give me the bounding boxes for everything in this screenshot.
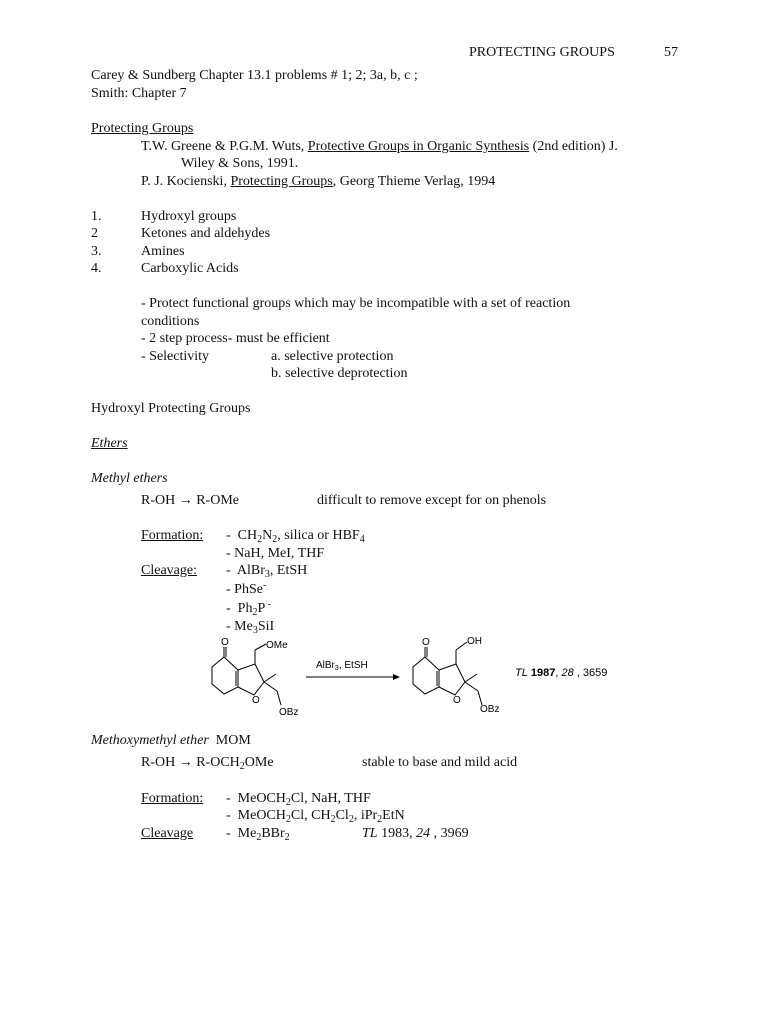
page-number: 57 [664,45,678,60]
mom-reaction: $R-OH \to R-OCH_2OMe$ [141,755,274,772]
mom-heading-text: Methoxymethyl ether [91,733,209,748]
running-header-title: PROTECTING GROUPS [469,45,615,60]
scheme-reference: TL 1987, 28 , 3659 [515,667,608,679]
mom-reaction-right: OMe [244,755,274,770]
pr-obz: OBz [480,704,500,715]
list-item: Hydroxyl groups [141,209,237,224]
cleavage-4-suffix: SiI [257,619,275,634]
mom-ref-year: 1983, [377,826,417,841]
methyl-cleavage-label: Cleavage: [141,563,197,578]
methyl-formation-1: - $CH_2N_2$, silica or $HBF_4$ [226,528,365,545]
greene-citation [141,139,618,155]
mom-formation-2: - MeOCH$_2$Cl, $CH_2Cl_2$, iPr$_2$EtN [226,808,405,825]
mom-formation-1: - MeOCH$_2$Cl, NaH, THF [226,791,371,808]
cleavage-4-text: - Me [226,619,253,634]
list-number: 3. [91,244,102,259]
mom-cleavage-1: - $Me_2BBr_2$ [226,826,290,843]
note-selective-deprotection: b. selective deprotection [271,366,408,381]
methyl-formation-2: - NaH, MeI, THF [226,546,325,561]
mom-heading [91,733,251,749]
list-number: 2 [91,226,98,241]
mom-reaction-left: R-OH → R-OCH [141,755,240,770]
sm-obz: OBz [279,707,299,718]
ref-journal: TL [515,667,528,679]
greene-book-title: Protective Groups in Organic Synthesis [307,139,530,154]
list-item: Ketones and aldehydes [141,226,271,241]
mom-note: stable to base and mild acid [362,755,518,770]
methyl-cleavage-2: - PhSe- [226,580,267,597]
mom-ref-page: , 3969 [430,826,469,841]
mom-formation-label: Formation: [141,791,204,806]
list-number: 4. [91,261,102,276]
scheme-reagent: AlBr$_3$, EtSH [316,660,368,672]
note-selective-protection: a. selective protection [271,349,394,364]
list-item: Amines [141,244,185,259]
greene-edition: (2nd edition) J. [529,139,618,154]
note-two-step: - 2 step process- must be efficient [141,331,330,346]
note-selectivity: - Selectivity [141,349,210,364]
pr-ketone-o: O [422,637,430,648]
ref-volume: 28 [561,667,574,679]
ref-year: 1987 [530,667,556,679]
methyl-cleavage-1: - AlBr$_3$, EtSH [226,563,308,580]
pr-oh: OH [467,636,482,647]
deprotection-scheme [195,632,635,720]
cleavage-2-text: - PhSe [226,582,263,597]
mom-abbr: MOM [215,733,251,748]
methyl-note: difficult to remove except for on phenols [317,493,547,508]
mom-cleavage-label: Cleavage [141,826,194,841]
list-item: Carboxylic Acids [141,261,239,276]
sm-ome: OMe [266,640,288,651]
methyl-reaction: R-OH → R-OMe [141,493,239,508]
kocienski-publisher: , Georg Thieme Verlag, 1994 [332,174,496,189]
methyl-cleavage-3: - $Ph_2P$ - [226,599,272,618]
kocienski-citation [141,174,495,190]
mom-ref-volume: 24 [416,826,431,841]
note-protect-cont: conditions [141,314,200,329]
sm-ring-o: O [252,695,260,706]
greene-publisher: Wiley & Sons, 1991. [181,156,299,171]
hydroxyl-heading: Hydroxyl Protecting Groups [91,401,251,416]
mom-ref-journal: TL [362,826,378,841]
methyl-cleavage-4: - $Me_3SiI$ [226,619,275,636]
kocienski-book-title: Protecting Groups [230,174,333,189]
ethers-heading: Ethers [91,436,128,451]
sm-ketone-o: O [221,637,229,648]
mom-cleavage-reference [362,826,469,842]
protecting-groups-heading: Protecting Groups [91,121,194,136]
methyl-formation-label: Formation: [141,528,204,543]
note-protect: - Protect functional groups which may be incompatible with a set of reaction [141,296,571,311]
methyl-ethers-heading: Methyl ethers [91,471,168,486]
pr-ring-o: O [453,695,461,706]
kocienski-authors: P. J. Kocienski, [141,174,227,189]
ref-page: , 3659 [573,667,608,679]
carey-reference: Carey & Sundberg Chapter 13.1 problems # 1; 2; 3a, b, c ; [91,68,418,83]
smith-reference: Smith: Chapter 7 [91,86,187,101]
list-number: 1. [91,209,102,224]
greene-authors: T.W. Greene & P.G.M. Wuts, [141,139,305,154]
